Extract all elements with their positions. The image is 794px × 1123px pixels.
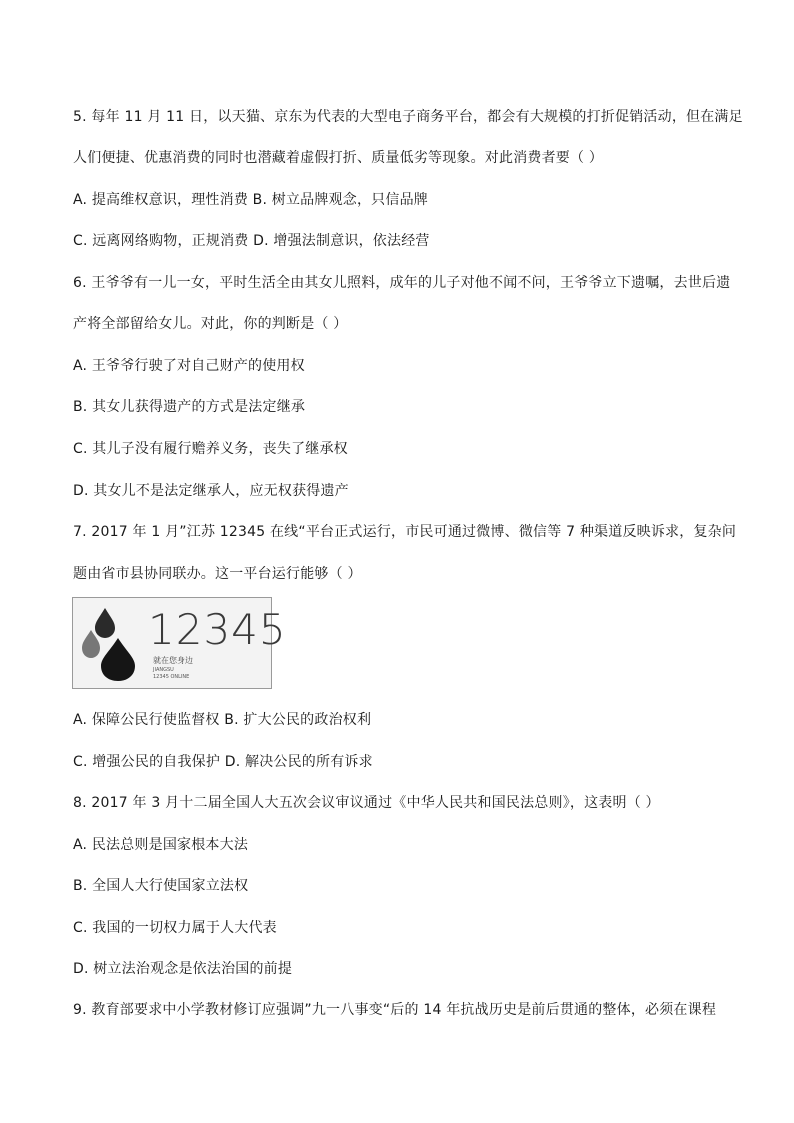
q8-option-a: A. 民法总则是国家根本大法 [73, 837, 249, 853]
logo-number: 12345 [148, 605, 287, 654]
jiangsu-12345-logo-image [72, 597, 287, 689]
logo-subtext-2: 12345 ONLINE [153, 674, 190, 680]
drop-logo-icon [81, 608, 143, 682]
q6-option-a: A. 王爷爷行驶了对自己财产的使用权 [73, 358, 305, 374]
q6-option-c: C. 其儿子没有履行赡养义务，丧失了继承权 [73, 441, 348, 457]
q5-options-ab: A. 提高维权意识，理性消费 B. 树立品牌观念，只信品牌 [73, 192, 428, 208]
q9-stem-line1: 9. 教育部要求中小学教材修订应强调”九一八事变“后的 14 年抗战历史是前后贯通的整体，必须在课程 [73, 1002, 717, 1018]
q8-stem-line1: 8. 2017 年 3 月十二届全国人大五次会议审议通过《中华人民共和国民法总则》，这表明（ ） [73, 795, 660, 811]
q8-option-d: D. 树立法治观念是依法治国的前提 [73, 961, 293, 977]
q7-stem-line1: 7. 2017 年 1 月”江苏 12345 在线“平台正式运行，市民可通过微博、微信等 7 种渠道反映诉求，复杂问 [73, 524, 737, 540]
q7-options-cd: C. 增强公民的自我保护 D. 解决公民的所有诉求 [73, 754, 373, 770]
q5-stem-line2: 人们便捷、优惠消费的同时也潜藏着虚假打折、质量低劣等现象。对此消费者要（ ） [73, 150, 604, 166]
q7-stem-line2: 题由省市县协同联办。这一平台运行能够（ ） [73, 566, 362, 582]
q8-option-c: C. 我国的一切权力属于人大代表 [73, 920, 277, 936]
q8-option-b: B. 全国人大行使国家立法权 [73, 878, 249, 894]
logo-subtext-1: JIANGSU [153, 667, 174, 673]
q6-stem-line1: 6. 王爷爷有一儿一女，平时生活全由其女儿照料，成年的儿子对他不闻不问，王爷爷立下遗嘱，去世后遗 [73, 275, 731, 291]
q6-stem-line2: 产将全部留给女儿。对此，你的判断是（ ） [73, 316, 348, 332]
q5-options-cd: C. 远离网络购物，正规消费 D. 增强法制意识，依法经营 [73, 233, 430, 249]
q5-stem-line1: 5. 每年 11 月 11 日，以天猫、京东为代表的大型电子商务平台，都会有大规模的打折促销活动，但在满足 [73, 109, 743, 125]
q7-options-ab: A. 保障公民行使监督权 B. 扩大公民的政治权利 [73, 712, 372, 728]
q6-option-d: D. 其女儿不是法定继承人，应无权获得遗产 [73, 483, 349, 499]
logo-slogan: 就在您身边 [153, 656, 193, 665]
q6-option-b: B. 其女儿获得遗产的方式是法定继承 [73, 399, 306, 415]
